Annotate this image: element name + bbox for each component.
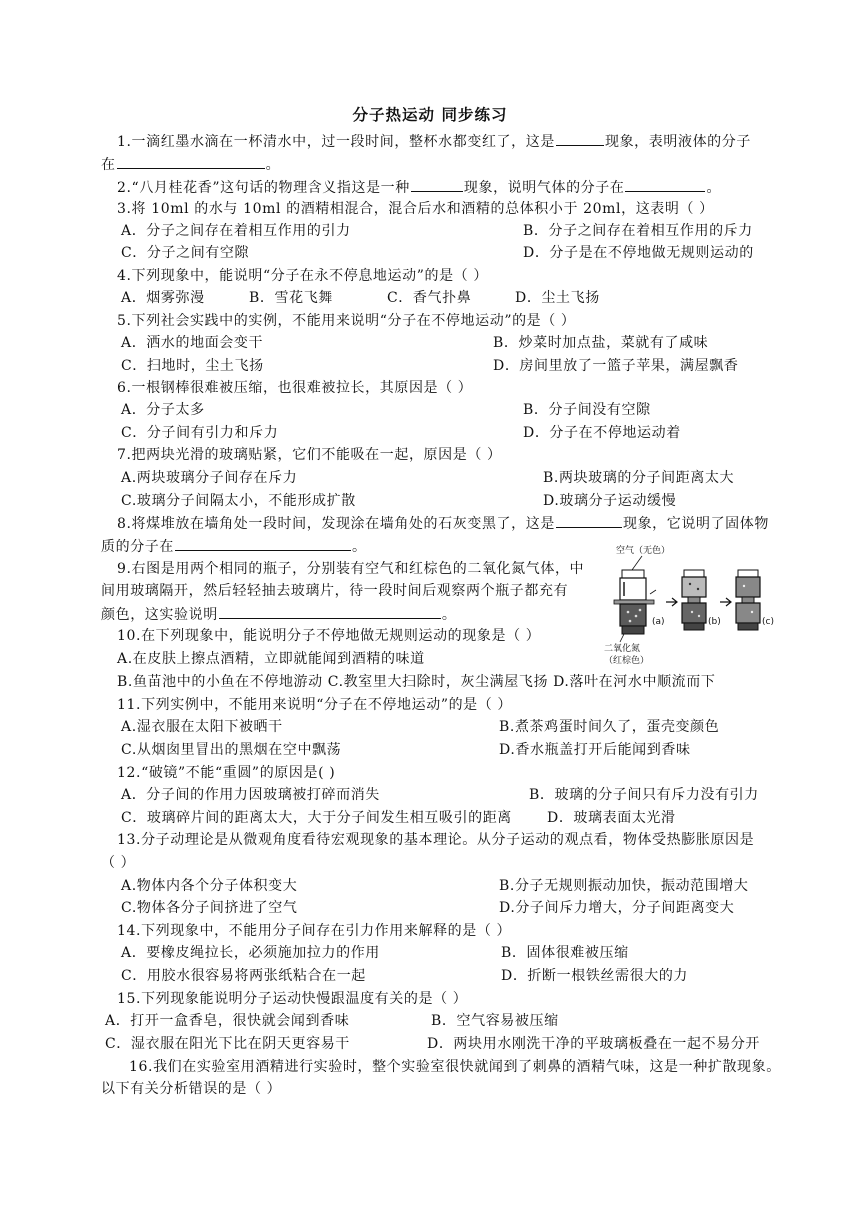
answer-blank[interactable] <box>175 536 351 551</box>
leader-line <box>632 556 642 570</box>
answer-blank[interactable] <box>117 154 265 169</box>
question-8-line-2: 质的分子在 。 <box>101 536 367 558</box>
bottle-a-top <box>620 570 646 600</box>
question-11: 11.下列实例中，不能用来说明“分子在不停地运动”的是（ ） <box>117 697 513 713</box>
question-6-option-c: C．分子间有引力和斥力 <box>121 425 279 441</box>
question-8-line-1: 8.将煤堆放在墙角处一段时间，发现涂在墙角处的石灰变黑了，这是 现象，它说明了固体物 <box>117 513 769 535</box>
question-9-line-2: 间用玻璃隔开，然后轻轻抽去玻璃片，待一段时间后观察两个瓶子都充有 <box>101 583 569 599</box>
question-11-option-d: D.香水瓶盖打开后能闻到香味 <box>499 742 691 758</box>
label-no2: 二氧化氮 <box>604 644 641 654</box>
question-9-line-1: 9.右图是用两个相同的瓶子，分别装有空气和红棕色的二氧化氮气体，中 <box>117 561 585 577</box>
diffusion-experiment-figure <box>602 542 782 682</box>
question-7: 7.把两块光滑的玻璃贴紧，它们不能吸在一起，原因是（ ） <box>117 447 502 463</box>
label-c: (c) <box>762 617 774 627</box>
question-12-option-a: A．分子间的作用力因玻璃被打碎而消失 <box>121 787 380 803</box>
question-10-options-bcd: B.鱼苗池中的小鱼在不停地游动 C.教室里大扫除时，灰尘满屋飞扬 D.落叶在河水中顺流而下 <box>117 674 716 690</box>
label-a: (a) <box>652 617 665 627</box>
question-15-option-b: B．空气容易被压缩 <box>431 1013 559 1029</box>
question-12-option-d: D．玻璃表面太光滑 <box>547 810 676 826</box>
question-6-option-d: D．分子在不停地运动着 <box>523 425 681 441</box>
question-5-option-b: B．炒菜时加点盐，菜就有了咸味 <box>493 335 709 351</box>
question-5-option-d: D．房间里放了一篮子苹果，满屋飘香 <box>493 358 739 374</box>
question-16-line-1: 16.我们在实验室用酒精进行实验时，整个实验室很快就闻到了刺鼻的酒精气味，这是一种扩散现象。 <box>129 1059 781 1075</box>
question-15-option-a: A．打开一盒香皂，很快就会闻到香味 <box>105 1013 350 1029</box>
question-13-line-2: （ ） <box>101 855 136 871</box>
question-3-option-a: A．分子之间存在着相互作用的引力 <box>121 223 351 239</box>
question-4-option-b: B．雪花飞舞 <box>249 290 333 306</box>
question-5: 5.下列社会实践中的实例，不能用来说明“分子在不停地运动”的是（ ） <box>117 313 576 329</box>
question-3: 3.将 10ml 的水与 10ml 的酒精相混合，混合后水和酒精的总体积小于 20ml，这表明（ ） <box>117 201 714 217</box>
question-5-option-a: A．洒水的地面会变干 <box>121 335 264 351</box>
label-b: (b) <box>708 617 721 627</box>
leader-line <box>620 634 624 642</box>
question-10-option-a: A.在皮肤上擦点酒精，立即就能闻到酒精的味道 <box>117 651 425 667</box>
answer-blank[interactable] <box>556 131 604 146</box>
question-15: 15.下列现象能说明分子运动快慢跟温度有关的是（ ） <box>117 991 468 1007</box>
bottle-a-bottom <box>620 604 646 634</box>
question-4-option-d: D．尘土飞扬 <box>515 290 600 306</box>
arrow-icon <box>720 598 731 606</box>
question-10: 10.在下列现象中，能说明分子不停地做无规则运动的现象是（ ） <box>117 628 541 644</box>
answer-blank[interactable] <box>219 604 441 619</box>
question-11-option-b: B.煮茶鸡蛋时间久了，蛋壳变颜色 <box>499 719 720 735</box>
question-3-option-d: D．分子是在不停地做无规则运动的 <box>523 245 754 261</box>
question-13-option-c: C.物体各分子间挤进了空气 <box>121 900 298 916</box>
label-air: 空气（无色） <box>616 546 671 556</box>
answer-blank[interactable] <box>411 177 463 192</box>
question-2: 2.“八月桂花香”这句话的物理含义指这是一种 现象，说明气体的分子在 。 <box>117 177 721 199</box>
question-14-option-b: B．固体很难被压缩 <box>501 945 629 961</box>
question-3-option-c: C．分子之间有空隙 <box>121 245 250 261</box>
answer-blank[interactable] <box>556 513 622 528</box>
question-7-option-b: B.两块玻璃的分子间距离太大 <box>543 470 735 486</box>
question-13-line-1: 13.分子动理论是从微观角度看待宏观现象的基本理论。从分子运动的观点看，物体受热膨胀原因是 <box>117 832 755 848</box>
arrow-icon <box>666 598 677 606</box>
question-14-option-d: D．折断一根铁丝需很大的力 <box>501 968 689 984</box>
question-14-option-c: C．用胶水很容易将两张纸粘合在一起 <box>121 968 366 984</box>
bottle-b <box>682 570 706 630</box>
question-3-option-b: B．分子之间存在着相互作用的斥力 <box>523 223 753 239</box>
question-12: 12.“破镜”不能“重圆”的原因是( ) <box>117 765 336 781</box>
question-16-line-2: 以下有关分析错误的是（ ） <box>101 1081 282 1097</box>
question-11-option-a: A.湿衣服在太阳下被晒干 <box>121 719 283 735</box>
question-7-option-d: D.玻璃分子运动缓慢 <box>543 493 677 509</box>
question-14: 14.下列现象中，不能用分子间存在引力作用来解释的是（ ） <box>117 923 512 939</box>
question-9-line-3: 颜色，这实验说明 。 <box>101 604 456 626</box>
question-14-option-a: A．要橡皮绳拉长，必须施加拉力的作用 <box>121 945 380 961</box>
question-4-option-c: C．香气扑鼻 <box>387 290 472 306</box>
question-4: 4.下列现象中，能说明“分子在永不停息地运动”的是（ ） <box>117 268 488 284</box>
question-13-option-b: B.分子无规则振动加快，振动范围增大 <box>499 878 749 894</box>
bottle-c <box>736 570 760 630</box>
diffusion-experiment-svg <box>602 542 782 682</box>
answer-blank[interactable] <box>625 177 705 192</box>
question-6: 6.一根钢棒很难被压缩，也很难被拉长，其原因是（ ） <box>117 380 473 396</box>
question-6-option-b: B．分子间没有空隙 <box>523 402 651 418</box>
plate-pointer <box>650 590 656 594</box>
question-5-option-c: C．扫地时，尘土飞扬 <box>121 358 264 374</box>
question-6-option-a: A．分子太多 <box>121 402 205 418</box>
question-13-option-d: D.分子间斥力增大，分子间距离变大 <box>499 900 735 916</box>
question-7-option-a: A.两块玻璃分子间存在斥力 <box>121 470 298 486</box>
question-15-option-c: C．湿衣服在阳光下比在阴天更容易干 <box>105 1036 350 1052</box>
question-11-option-c: C.从烟囱里冒出的黑烟在空中飘荡 <box>121 742 342 758</box>
label-no2-color: （红棕色） <box>604 656 650 666</box>
question-12-option-b: B．玻璃的分子间只有斥力没有引力 <box>529 787 759 803</box>
question-12-option-c: C．玻璃碎片间的距离太大，大于分子间发生相互吸引的距离 <box>121 810 512 826</box>
question-1-line-2: 在 。 <box>101 154 280 176</box>
question-15-option-d: D．两块用水刚洗干净的平玻璃板叠在一起不易分开 <box>427 1036 761 1052</box>
question-7-option-c: C.玻璃分子间隔太小，不能形成扩散 <box>121 493 356 509</box>
question-1-line-1: 1.一滴红墨水滴在一杯清水中，过一段时间，整杯水都变红了，这是 现象，表明液体的分子 <box>117 131 751 153</box>
question-13-option-a: A.物体内各个分子体积变大 <box>121 878 298 894</box>
page-title: 分子热运动 同步练习 <box>352 105 508 124</box>
question-4-option-a: A．烟雾弥漫 <box>121 290 205 306</box>
